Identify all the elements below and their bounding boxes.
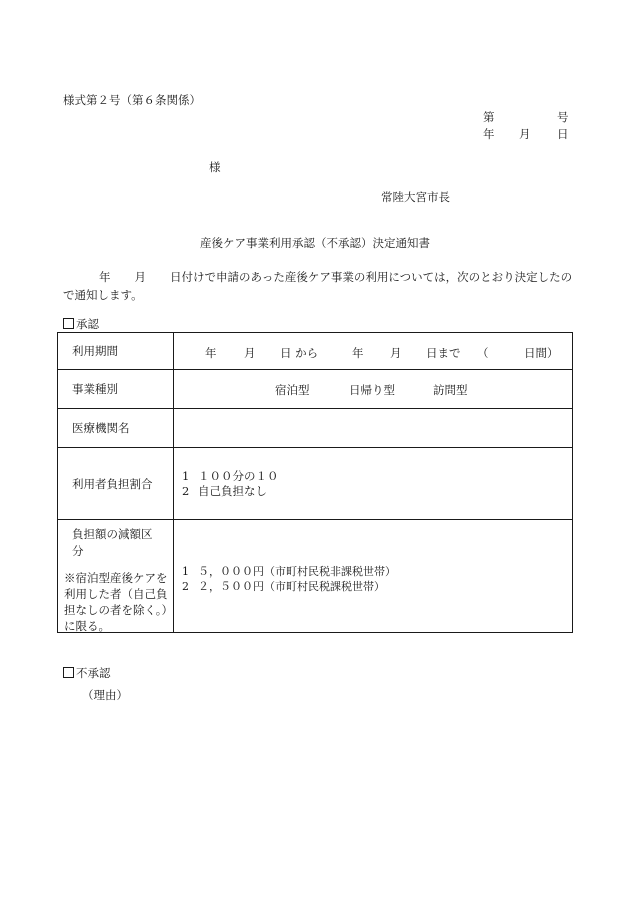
approval-checkbox[interactable] bbox=[63, 318, 74, 329]
reduction-value bbox=[174, 520, 572, 632]
copay-option: 1 １００分の１０ bbox=[182, 469, 279, 483]
body-month: 月 bbox=[134, 270, 146, 284]
rejection-checkbox-line bbox=[63, 667, 111, 680]
approval-table bbox=[57, 332, 573, 633]
service-type-overnight: 宿泊型 bbox=[275, 383, 310, 397]
row-reduction bbox=[58, 520, 572, 632]
approval-checkbox-line bbox=[63, 318, 99, 331]
row-institution bbox=[58, 409, 572, 448]
period-month-from: 月 bbox=[244, 346, 256, 360]
period-value bbox=[174, 333, 572, 369]
label-cell bbox=[58, 520, 174, 632]
form-number: 様式第２号（第６条関係） bbox=[63, 93, 201, 107]
reduction-option: 2 ２，５００円（市町村民税課税世帯） bbox=[182, 580, 385, 593]
service-type-visit: 訪問型 bbox=[433, 383, 468, 397]
row-period bbox=[58, 333, 572, 370]
period-day-until: 日まで bbox=[426, 346, 461, 360]
period-label: 利用期間 bbox=[72, 344, 118, 358]
period-paren-open: （ bbox=[477, 346, 489, 360]
rejection-label: 不承認 bbox=[76, 666, 111, 680]
approval-label: 承認 bbox=[76, 317, 99, 331]
row-copay bbox=[58, 448, 572, 520]
issuer: 常陸大宮市長 bbox=[381, 190, 450, 204]
period-day-from: 日 から bbox=[280, 346, 319, 360]
period-year-to: 年 bbox=[352, 346, 364, 360]
row-service-type bbox=[58, 370, 572, 409]
service-type-daytrip: 日帰り型 bbox=[349, 383, 395, 397]
issue-date-month: 月 bbox=[519, 127, 531, 141]
reduction-option: 1 ５，０００円（市町村民税非課税世帯） bbox=[182, 565, 396, 578]
label-cell bbox=[58, 333, 174, 369]
rejection-checkbox[interactable] bbox=[63, 667, 74, 678]
institution-value bbox=[174, 409, 572, 447]
institution-label: 医療機関名 bbox=[72, 421, 130, 435]
reduction-options bbox=[182, 564, 396, 594]
issue-date-day: 日 bbox=[557, 127, 569, 141]
label-cell bbox=[58, 409, 174, 447]
period-year-from: 年 bbox=[205, 346, 217, 360]
body-year: 年 bbox=[99, 270, 111, 284]
service-type-value bbox=[174, 370, 572, 408]
reason-label: （理由） bbox=[82, 688, 128, 702]
period-days: 日間） bbox=[524, 346, 559, 360]
body-paragraph bbox=[63, 268, 583, 304]
document-number-line bbox=[483, 110, 569, 124]
issue-date-year: 年 bbox=[483, 127, 495, 141]
service-type-label: 事業種別 bbox=[72, 382, 118, 396]
copay-label: 利用者負担割合 bbox=[72, 476, 153, 491]
number-suffix: 号 bbox=[557, 110, 569, 124]
body-text: 日付けで申請のあった産後ケア事業の利用については，次のとおり決定したので通知します。 bbox=[63, 270, 573, 302]
copay-value bbox=[174, 448, 572, 519]
reduction-label: 負担額の減額区 分 bbox=[72, 527, 153, 558]
copay-option: 2 自己負担なし bbox=[182, 484, 267, 498]
label-cell bbox=[58, 448, 174, 519]
document-title: 産後ケア事業利用承認（不承認）決定通知書 bbox=[200, 236, 430, 250]
reduction-note: ※宿泊型産後ケアを利用した者（自己負担なしの者を除く。）に限る。 bbox=[64, 571, 168, 633]
copay-options bbox=[182, 469, 279, 499]
label-cell bbox=[58, 370, 174, 408]
number-prefix: 第 bbox=[483, 110, 495, 124]
period-month-to: 月 bbox=[390, 346, 402, 360]
addressee: 様 bbox=[209, 160, 221, 174]
